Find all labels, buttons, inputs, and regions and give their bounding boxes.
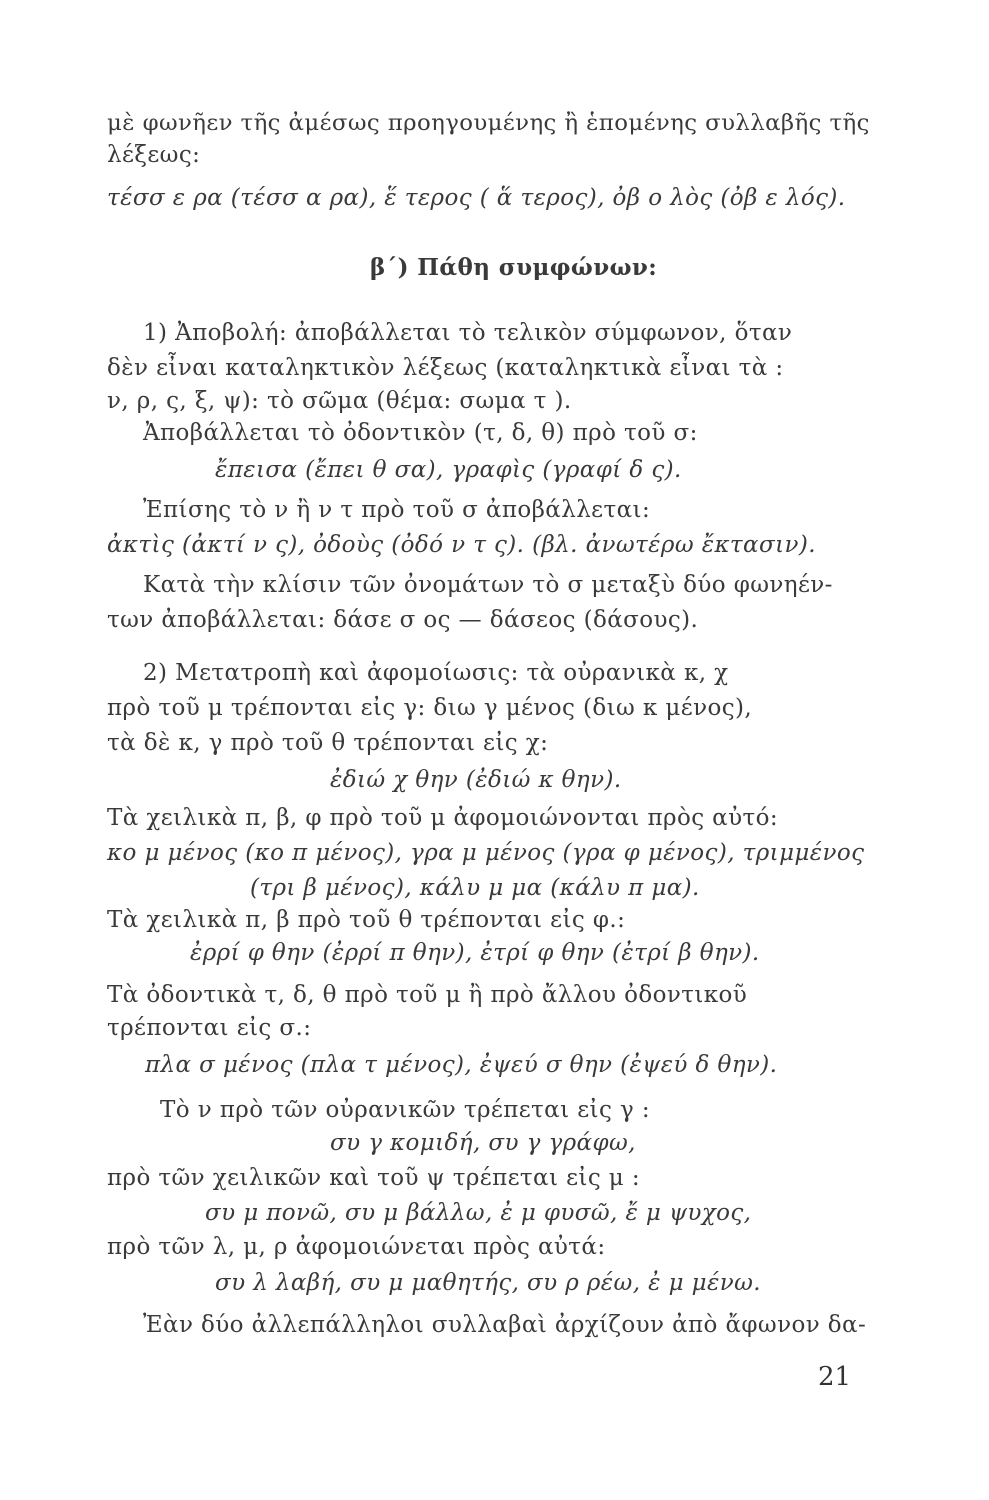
text-line: πρὸ τῶν χειλικῶν καὶ τοῦ ψ τρέπεται εἰς μ : bbox=[107, 1165, 641, 1191]
text-line: Τὸ ν πρὸ τῶν οὐρανικῶν τρέπεται εἰς γ : bbox=[160, 1097, 650, 1123]
text-line: 1) Ἀποβολή: ἀποβάλλεται τὸ τελικὸν σύμφωνον, ὅταν bbox=[143, 320, 793, 346]
text-line: των ἀποβάλλεται: δάσε σ ος — δάσεος (δάσους). bbox=[107, 607, 699, 633]
example-line: ἐδιώ χ θην (ἐδιώ κ θην). bbox=[330, 767, 622, 793]
example-line: συ μ πονῶ, συ μ βάλλω, ἐ μ φυσῶ, ἔ μ ψυχος, bbox=[205, 1200, 752, 1226]
example-line: συ γ κομιδή, συ γ γράφω, bbox=[330, 1130, 636, 1156]
example-line: ἀκτὶς (ἀκτί ν ς), ὀδοὺς (ὀδό ν τ ς). (βλ. ἀνωτέρω ἔκτασιν). bbox=[107, 532, 816, 558]
page-number: 21 bbox=[818, 1362, 852, 1392]
text-line: πρὸ τῶν λ, μ, ρ ἀφομοιώνεται πρὸς αὐτά: bbox=[107, 1234, 606, 1260]
text-line: δὲν εἶναι καταληκτικὸν λέξεως (καταληκτικὰ εἶναι τὰ : bbox=[107, 355, 784, 381]
text-line: λέξεως: bbox=[107, 142, 201, 168]
section-heading: β΄) Πάθη συμφώνων: bbox=[370, 254, 658, 281]
text-line: Τὰ ὀδοντικὰ τ, δ, θ πρὸ τοῦ μ ἢ πρὸ ἄλλου ὀδοντικοῦ bbox=[107, 982, 748, 1008]
text-line: Ἐὰν δύο ἀλλεπάλληλοι συλλαβαὶ ἀρχίζουν ἀπὸ ἄφωνον δα- bbox=[143, 1312, 867, 1338]
example-line: (τρι β μένος), κάλυ μ μα (κάλυ π μα). bbox=[250, 875, 700, 901]
text-line: τρέπονται εἰς σ.: bbox=[107, 1015, 312, 1041]
example-line: ἐρρί φ θην (ἐρρί π θην), ἐτρί φ θην (ἐτρί β θην). bbox=[190, 940, 760, 966]
text-line: μὲ φωνῆεν τῆς ἀμέσως προηγουμένης ἢ ἑπομένης συλλαβῆς τῆς bbox=[107, 110, 870, 136]
example-line: κο μ μένος (κο π μένος), γρα μ μένος (γρα φ μένος), τριμμένος bbox=[107, 840, 865, 866]
text-line: Κατὰ τὴν κλίσιν τῶν ὀνομάτων τὸ σ μεταξὺ δύο φωνηέν- bbox=[143, 572, 833, 598]
text-line: ν, ρ, ς, ξ, ψ): τὸ σῶμα (θέμα: σωμα τ ). bbox=[107, 388, 572, 414]
text-line: Ἀποβάλλεται τὸ ὀδοντικὸν (τ, δ, θ) πρὸ τοῦ σ: bbox=[143, 420, 698, 446]
text-line: Ἐπίσης τὸ ν ἢ ν τ πρὸ τοῦ σ ἀποβάλλεται: bbox=[143, 497, 651, 523]
example-line: τέσσ ε ρα (τέσσ α ρα), ἕ τερος ( ἅ τερος), ὀβ ο λὸς (ὀβ ε λός). bbox=[107, 185, 846, 211]
example-line: πλα σ μένος (πλα τ μένος), ἐψεύ σ θην (ἐψεύ δ θην). bbox=[145, 1052, 778, 1078]
text-line: Τὰ χειλικὰ π, β, φ πρὸ τοῦ μ ἀφομοιώνονται πρὸς αὐτό: bbox=[107, 805, 779, 831]
text-line: τὰ δὲ κ, γ πρὸ τοῦ θ τρέπονται εἰς χ: bbox=[107, 730, 549, 756]
text-line: 2) Μετατροπὴ καὶ ἀφομοίωσις: τὰ οὐρανικὰ κ, χ bbox=[143, 660, 729, 686]
example-line: ἔπεισα (ἔπει θ σα), γραφὶς (γραφί δ ς). bbox=[215, 457, 682, 483]
text-line: Τὰ χειλικὰ π, β πρὸ τοῦ θ τρέπονται εἰς φ.: bbox=[107, 907, 626, 933]
example-line: συ λ λαβή, συ μ μαθητής, συ ρ ρέω, ἐ μ μένω. bbox=[215, 1270, 761, 1296]
text-line: πρὸ τοῦ μ τρέπονται εἰς γ: διω γ μένος (διω κ μένος), bbox=[107, 695, 753, 721]
